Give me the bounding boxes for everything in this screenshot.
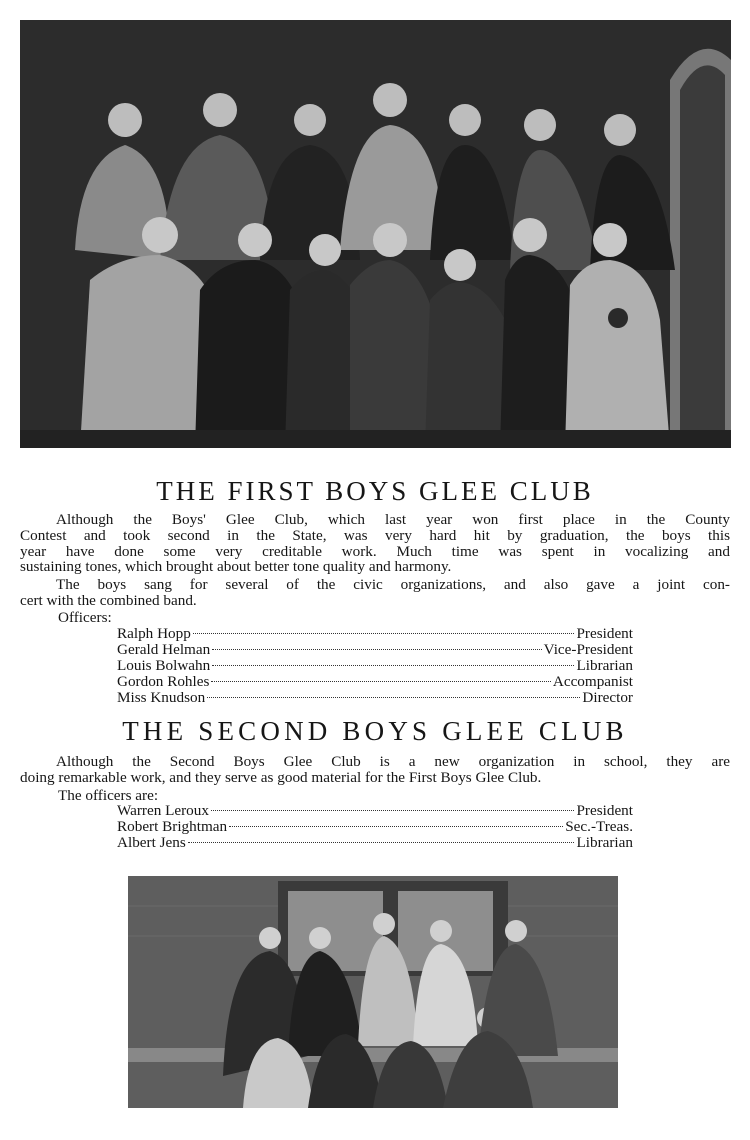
paragraph-line: Contest and took second in the State, was very hard hit by graduation, the boys this bbox=[20, 526, 730, 544]
dotted-leader bbox=[229, 826, 563, 827]
officer-name: Warren Leroux bbox=[117, 802, 209, 819]
officer-row bbox=[117, 690, 633, 706]
paragraph-line: Although the Second Boys Glee Club is a new organization in school, they are bbox=[56, 753, 730, 770]
second-glee-club-paragraph bbox=[20, 754, 730, 786]
officer-role: Accompanist bbox=[552, 673, 633, 690]
officer-name: Louis Bolwahn bbox=[117, 657, 211, 674]
first-glee-club-photo bbox=[20, 20, 731, 448]
officer-row bbox=[117, 658, 633, 674]
second-glee-club-heading: THE SECOND BOYS GLEE CLUB bbox=[122, 716, 628, 746]
dotted-leader bbox=[193, 633, 575, 634]
first-officers-label: Officers: bbox=[58, 609, 112, 626]
dotted-leader bbox=[212, 649, 541, 650]
group-photo-illustration bbox=[128, 876, 618, 1108]
officer-name: Gerald Helman bbox=[117, 641, 211, 658]
first-officers-list bbox=[117, 626, 633, 706]
group-photo-illustration bbox=[20, 20, 731, 448]
officer-row bbox=[117, 803, 633, 819]
second-officers-label: The officers are: bbox=[58, 787, 159, 804]
paragraph-line: sustaining tones, which brought about better tone quality and harmony. bbox=[20, 558, 452, 576]
officer-role: Librarian bbox=[576, 834, 633, 851]
officer-role: Librarian bbox=[576, 657, 633, 674]
dotted-leader bbox=[188, 842, 575, 843]
second-officers-list bbox=[117, 803, 633, 851]
first-glee-club-concert-paragraph bbox=[20, 577, 730, 609]
officer-row bbox=[117, 819, 633, 835]
officer-name: Robert Brightman bbox=[117, 818, 228, 835]
officer-row bbox=[117, 626, 633, 642]
officer-role: Vice-President bbox=[543, 641, 633, 658]
dotted-leader bbox=[207, 697, 580, 698]
first-glee-club-heading: THE FIRST BOYS GLEE CLUB bbox=[156, 476, 594, 506]
paragraph-line: cert with the combined band. bbox=[20, 591, 197, 609]
officer-row bbox=[117, 642, 633, 658]
officer-name: Gordon Rohles bbox=[117, 673, 210, 690]
paragraph-line: Although the Boys' Glee Club, which last year won first place in the County bbox=[56, 511, 730, 528]
first-glee-club-paragraph bbox=[20, 512, 730, 575]
officer-name: Ralph Hopp bbox=[117, 625, 191, 642]
paragraph-line: doing remarkable work, and they serve as good material for the First Boys Glee Club. bbox=[20, 768, 542, 786]
paragraph-line: The boys sang for several of the civic organizations, and also gave a joint con- bbox=[56, 576, 730, 593]
officer-row bbox=[117, 835, 633, 851]
dotted-leader bbox=[211, 681, 550, 682]
officer-row bbox=[117, 674, 633, 690]
officer-role: Sec.-Treas. bbox=[565, 818, 633, 835]
paragraph-line: year have done some very creditable work. Much time was spent in vocalizing and bbox=[20, 542, 730, 560]
officer-name: Miss Knudson bbox=[117, 689, 206, 706]
second-glee-club-photo bbox=[128, 876, 618, 1108]
officer-name: Albert Jens bbox=[117, 834, 186, 851]
dotted-leader bbox=[212, 665, 574, 666]
officer-role: President bbox=[576, 802, 633, 819]
dotted-leader bbox=[211, 810, 575, 811]
officer-role: President bbox=[576, 625, 633, 642]
officer-role: Director bbox=[582, 689, 633, 706]
